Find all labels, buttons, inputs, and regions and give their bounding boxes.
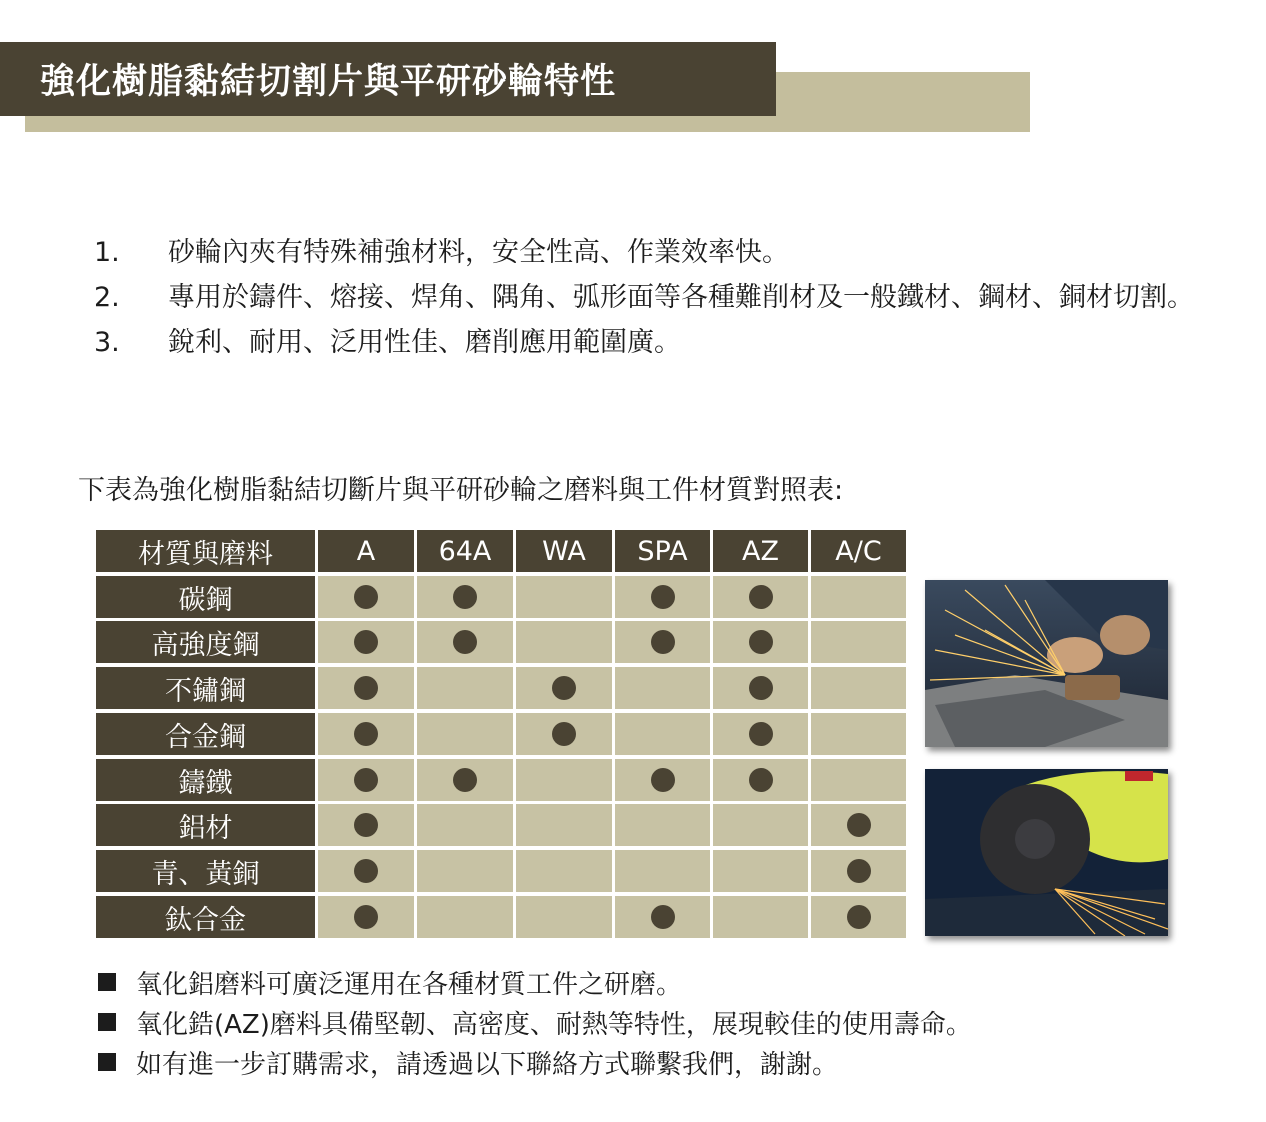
compatible-dot-icon xyxy=(847,813,871,837)
compatible-dot-icon xyxy=(651,768,675,792)
row-label: 高強度鋼 xyxy=(96,621,315,663)
row-label: 合金鋼 xyxy=(96,713,315,755)
compatible-dot-icon xyxy=(749,768,773,792)
compatible-dot-icon xyxy=(354,813,378,837)
table-cell xyxy=(318,621,414,663)
feature-number: 3. xyxy=(94,327,120,358)
compatible-dot-icon xyxy=(749,722,773,746)
compatible-dot-icon xyxy=(749,585,773,609)
table-cell xyxy=(417,667,513,709)
compatible-dot-icon xyxy=(453,585,477,609)
note-item xyxy=(98,962,972,1002)
compatible-dot-icon xyxy=(749,630,773,654)
table-cell xyxy=(516,621,612,663)
feature-item xyxy=(94,230,1234,275)
table-cell xyxy=(615,896,710,938)
table-cell xyxy=(615,621,710,663)
table-cell xyxy=(615,576,710,618)
table-cell xyxy=(417,896,513,938)
table-cell xyxy=(417,621,513,663)
compatible-dot-icon xyxy=(354,859,378,883)
table-cell xyxy=(318,896,414,938)
grinding-photo xyxy=(925,580,1168,747)
table-cell xyxy=(713,896,808,938)
note-text: 氧化鋁磨料可廣泛運用在各種材質工件之研磨。 xyxy=(136,969,683,1000)
note-list xyxy=(98,962,972,1082)
compatible-dot-icon xyxy=(354,585,378,609)
table-cell xyxy=(811,896,906,938)
row-label: 鋁材 xyxy=(96,804,315,846)
row-label: 鈦合金 xyxy=(96,896,315,938)
table-cell xyxy=(318,576,414,618)
table-cell xyxy=(713,804,808,846)
table-cell xyxy=(615,713,710,755)
table-cell xyxy=(811,804,906,846)
table-cell xyxy=(615,850,710,892)
square-bullet-icon xyxy=(98,1013,116,1031)
table-cell xyxy=(516,576,612,618)
table-cell xyxy=(318,850,414,892)
compatible-dot-icon xyxy=(651,630,675,654)
table-cell xyxy=(615,804,710,846)
table-cell xyxy=(615,667,710,709)
header-cell: A xyxy=(318,530,414,572)
feature-list xyxy=(94,230,1234,365)
compatible-dot-icon xyxy=(651,585,675,609)
row-label: 碳鋼 xyxy=(96,576,315,618)
table-cell xyxy=(811,621,906,663)
compatible-dot-icon xyxy=(847,905,871,929)
table-cell xyxy=(713,576,808,618)
header-bar xyxy=(0,42,776,116)
table-cell xyxy=(516,896,612,938)
table-cell xyxy=(811,667,906,709)
feature-number: 2. xyxy=(94,282,120,313)
cutoff-saw-photo xyxy=(925,769,1168,936)
table-cell xyxy=(811,850,906,892)
table-cell xyxy=(516,713,612,755)
table-cell xyxy=(318,759,414,801)
table-cell xyxy=(516,804,612,846)
table-cell xyxy=(713,759,808,801)
feature-item xyxy=(94,320,1234,365)
table-cell xyxy=(713,713,808,755)
compatible-dot-icon xyxy=(453,768,477,792)
square-bullet-icon xyxy=(98,1053,116,1071)
note-item xyxy=(98,1042,972,1082)
compatible-dot-icon xyxy=(354,676,378,700)
compatible-dot-icon xyxy=(354,722,378,746)
note-item xyxy=(98,1002,972,1042)
table-cell xyxy=(811,576,906,618)
header-cell: WA xyxy=(516,530,612,572)
header-cell: AZ xyxy=(713,530,808,572)
table-cell xyxy=(811,759,906,801)
table-cell xyxy=(516,667,612,709)
table-cell xyxy=(516,759,612,801)
compatible-dot-icon xyxy=(749,676,773,700)
table-cell xyxy=(417,576,513,618)
table-cell xyxy=(615,759,710,801)
table-cell xyxy=(318,667,414,709)
compatible-dot-icon xyxy=(354,768,378,792)
compatible-dot-icon xyxy=(453,630,477,654)
note-text: 氧化鋯(AZ)磨料具備堅韌、高密度、耐熱等特性，展現較佳的使用壽命。 xyxy=(136,1009,972,1040)
row-label: 不鏽鋼 xyxy=(96,667,315,709)
table-cell xyxy=(713,667,808,709)
table-cell xyxy=(516,850,612,892)
feature-text: 砂輪內夾有特殊補強材料，安全性高、作業效率快。 xyxy=(168,237,789,268)
table-cell xyxy=(417,759,513,801)
compatible-dot-icon xyxy=(552,722,576,746)
table-cell xyxy=(713,621,808,663)
note-text: 如有進一步訂購需求，請透過以下聯絡方式聯繫我們，謝謝。 xyxy=(136,1049,839,1080)
page-title: 強化樹脂黏結切割片與平研砂輪特性 xyxy=(40,62,617,102)
header-cell: A/C xyxy=(811,530,906,572)
header-cell: SPA xyxy=(615,530,710,572)
table-cell xyxy=(318,804,414,846)
compatible-dot-icon xyxy=(552,676,576,700)
table-cell xyxy=(318,713,414,755)
compatible-dot-icon xyxy=(651,905,675,929)
header-corner-cell: 材質與磨料 xyxy=(96,530,315,572)
table-cell xyxy=(713,850,808,892)
table-intro: 下表為強化樹脂黏結切斷片與平研砂輪之磨料與工件材質對照表: xyxy=(78,475,844,506)
feature-item xyxy=(94,275,1234,320)
feature-text: 銳利、耐用、泛用性佳、磨削應用範圍廣。 xyxy=(168,327,681,358)
square-bullet-icon xyxy=(98,973,116,991)
compatible-dot-icon xyxy=(354,905,378,929)
feature-number: 1. xyxy=(94,237,120,268)
compatible-dot-icon xyxy=(354,630,378,654)
compatible-dot-icon xyxy=(847,859,871,883)
row-label: 鑄鐵 xyxy=(96,759,315,801)
table-cell xyxy=(417,850,513,892)
row-label: 青、黃銅 xyxy=(96,850,315,892)
table-cell xyxy=(417,804,513,846)
table-cell xyxy=(811,713,906,755)
feature-text: 專用於鑄件、熔接、焊角、隅角、弧形面等各種難削材及一般鐵材、鋼材、銅材切割。 xyxy=(168,282,1194,313)
table-cell xyxy=(417,713,513,755)
header-cell: 64A xyxy=(417,530,513,572)
